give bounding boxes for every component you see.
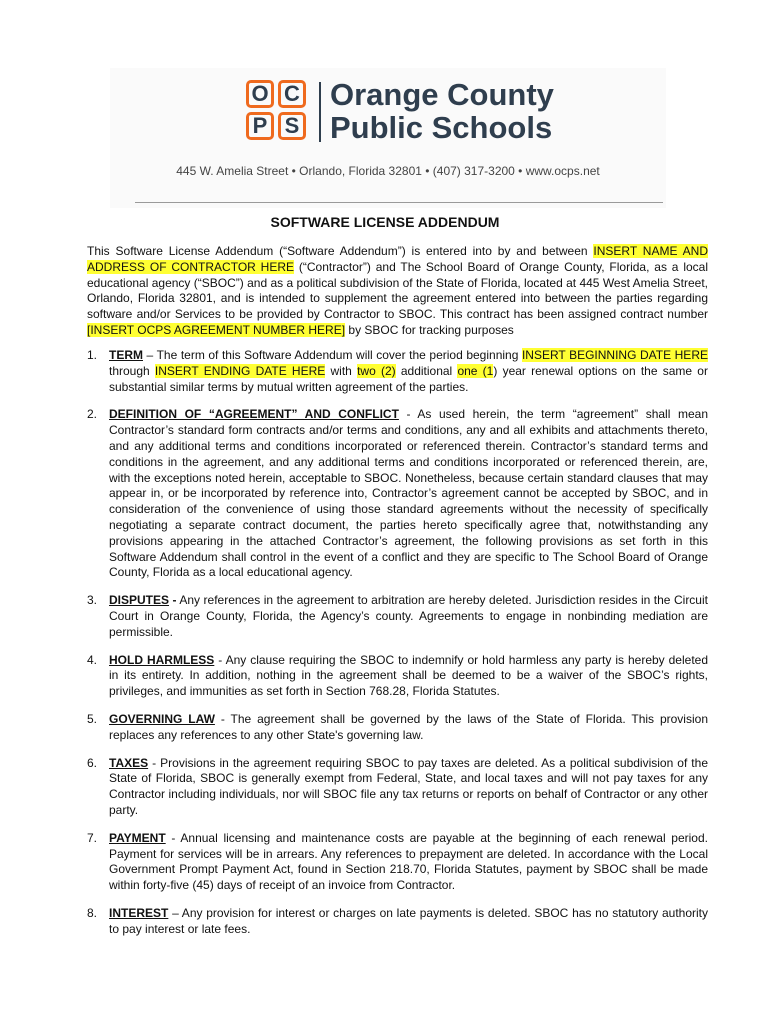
logo-letter: S	[278, 112, 306, 140]
clause-text: - Provisions in the agreement requiring SBOC to pay taxes are deleted. As a political subdivision of the State of Florida, SBOC is generally exempt from Federal, State, and local taxes and will not pay taxes for any Contractor including individuals, nor will SBOC file any tax returns or reports on behalf of Contractor or any other party.	[109, 755, 708, 817]
ocps-logo	[246, 80, 310, 144]
header-divider	[135, 202, 663, 203]
clause-text: – Any provision for interest or charges on late payments is deleted. SBOC has no statutory authority to pay interest or late fees.	[109, 905, 708, 936]
clause-text: - Any clause requiring the SBOC to indemnify or hold harmless any party is hereby deleted in its entirety. In addition, nothing in the agreement shall be deemed to be a waiver of the SBOC’s rights, privileges, and immunities as set forth in Section 768.28, Florida Statutes.	[109, 652, 708, 699]
placeholder-renewal-count: two (2)	[357, 363, 396, 378]
clause-text: additional	[395, 363, 458, 378]
clause-number: 1.	[87, 348, 98, 362]
organization-name-line1: Orange County	[330, 77, 554, 112]
intro-text: (“Contractor”) and The School Board of Orange County, Florida, as a local educational agency (“SBOC”) and as a political subdivision of the State of Florida, located at 445 West Amelia Street, Orlando, Florida 32801, and is intended to supplement the agreement entered into between the parties regarding software and/or Services to be provided by Contractor to SBOC. This contract has been assigned contract number	[87, 259, 709, 322]
organization-name-line2: Public Schools	[330, 110, 553, 145]
placeholder-renewal-length: one (1	[457, 363, 494, 378]
clause-heading: DEFINITION OF “AGREEMENT” AND CONFLICT	[109, 407, 399, 422]
clause-text: - Annual licensing and maintenance costs are payable at the beginning of each renewal period. Payment for services will be in arrears. Any references to prepayment are deleted. In accordance with the Local Government Prompt Payment Act, found in Section 218.70, Florida Statutes, payment by SBOC shall be made within forty-five (45) days of receipt of an invoice from Contractor.	[109, 830, 708, 893]
clause-heading: HOLD HARMLESS	[109, 652, 215, 667]
clause-number: 5.	[87, 711, 98, 726]
clause-number: 3.	[87, 593, 98, 608]
clause-heading: GOVERNING LAW	[109, 711, 215, 726]
clause-text: ) year renewal options on the same or substantial similar terms by mutual written agreement of the parties.	[109, 363, 708, 394]
logo-divider	[319, 82, 321, 142]
clause-payment	[87, 831, 708, 894]
clause-text: through	[109, 363, 155, 378]
clause-heading: TERM	[109, 348, 143, 362]
clause-list	[87, 348, 708, 950]
organization-name	[330, 78, 660, 144]
clause-text: - As used herein, the term “agreement” shall mean Contractor’s standard form contracts and/or terms and conditions, any and all exhibits and attachments thereto, and any additional terms and conditions incorporated or referenced therein. Contractor’s standard terms and conditions in the agreement, and any additional terms and conditions incorporated or referenced therein, are, with the exceptions noted herein, acceptable to SBOC. Nonetheless, because certain standard clauses that may appear in, or be incorporated by reference into, Contractor’s agreement cannot be accepted by SBOC, and in consideration of the convenience of using those standard agreements without the necessity of specifically negotiating a separate contract document, the parties hereto specifically agree that, notwithstanding any provisions appearing in the attached Contractor’s agreement, the following provisions as set forth in this Software Addendum shall control in the event of a conflict and they are specific to The School Board of Orange County, Florida as a local educational agency.	[109, 407, 708, 580]
clause-number: 4.	[87, 652, 98, 667]
clause-governing-law	[87, 712, 708, 744]
clause-text: – The term of this Software Addendum will cover the period beginning	[143, 348, 522, 362]
intro-text: by SBOC for tracking purposes	[345, 322, 514, 337]
logo-letter: P	[246, 112, 274, 140]
logo-letter: O	[246, 80, 274, 108]
clause-definition	[87, 407, 708, 581]
clause-text: - The agreement shall be governed by the laws of the State of Florida. This provision replaces any references to any other State's governing law.	[109, 711, 708, 742]
clause-heading: INTEREST	[109, 905, 169, 920]
placeholder-beginning-date: INSERT BEGINNING DATE HERE	[521, 348, 708, 362]
intro-paragraph	[87, 244, 708, 339]
placeholder-ending-date: INSERT ENDING DATE HERE	[154, 363, 326, 378]
clause-interest	[87, 906, 708, 938]
clause-number: 6.	[87, 755, 98, 770]
clause-hold-harmless	[87, 653, 708, 700]
clause-heading: DISPUTES	[109, 593, 170, 608]
clause-number: 7.	[87, 830, 98, 845]
clause-heading: TAXES	[109, 755, 149, 770]
clause-heading: PAYMENT	[109, 830, 166, 845]
clause-text: with	[325, 363, 358, 378]
logo-letter: C	[278, 80, 306, 108]
intro-text: This Software License Addendum (“Software Addendum”) is entered into by and between	[87, 244, 594, 258]
document-title: SOFTWARE LICENSE ADDENDUM	[270, 214, 500, 230]
placeholder-agreement-number: [INSERT OCPS AGREEMENT NUMBER HERE]	[87, 322, 346, 337]
clause-heading-suffix: -	[169, 593, 177, 608]
letterhead	[110, 68, 666, 208]
clause-taxes	[87, 756, 708, 819]
clause-number: 2.	[87, 407, 98, 422]
letterhead-address: 445 W. Amelia Street • Orlando, Florida 32801 • (407) 317-3200 • www.ocps.net	[176, 164, 600, 178]
clause-disputes	[87, 593, 708, 640]
clause-term	[87, 348, 708, 395]
clause-number: 8.	[87, 905, 98, 920]
clause-text: Any references in the agreement to arbitration are hereby deleted. Jurisdiction resides in the Circuit Court in Orange County, Florida, the Agency’s county. Agreements to engage in nonbinding mediation are permissible.	[109, 593, 708, 639]
placeholder-contractor-name-address: INSERT NAME AND ADDRESS OF CONTRACTOR HERE	[87, 244, 708, 274]
